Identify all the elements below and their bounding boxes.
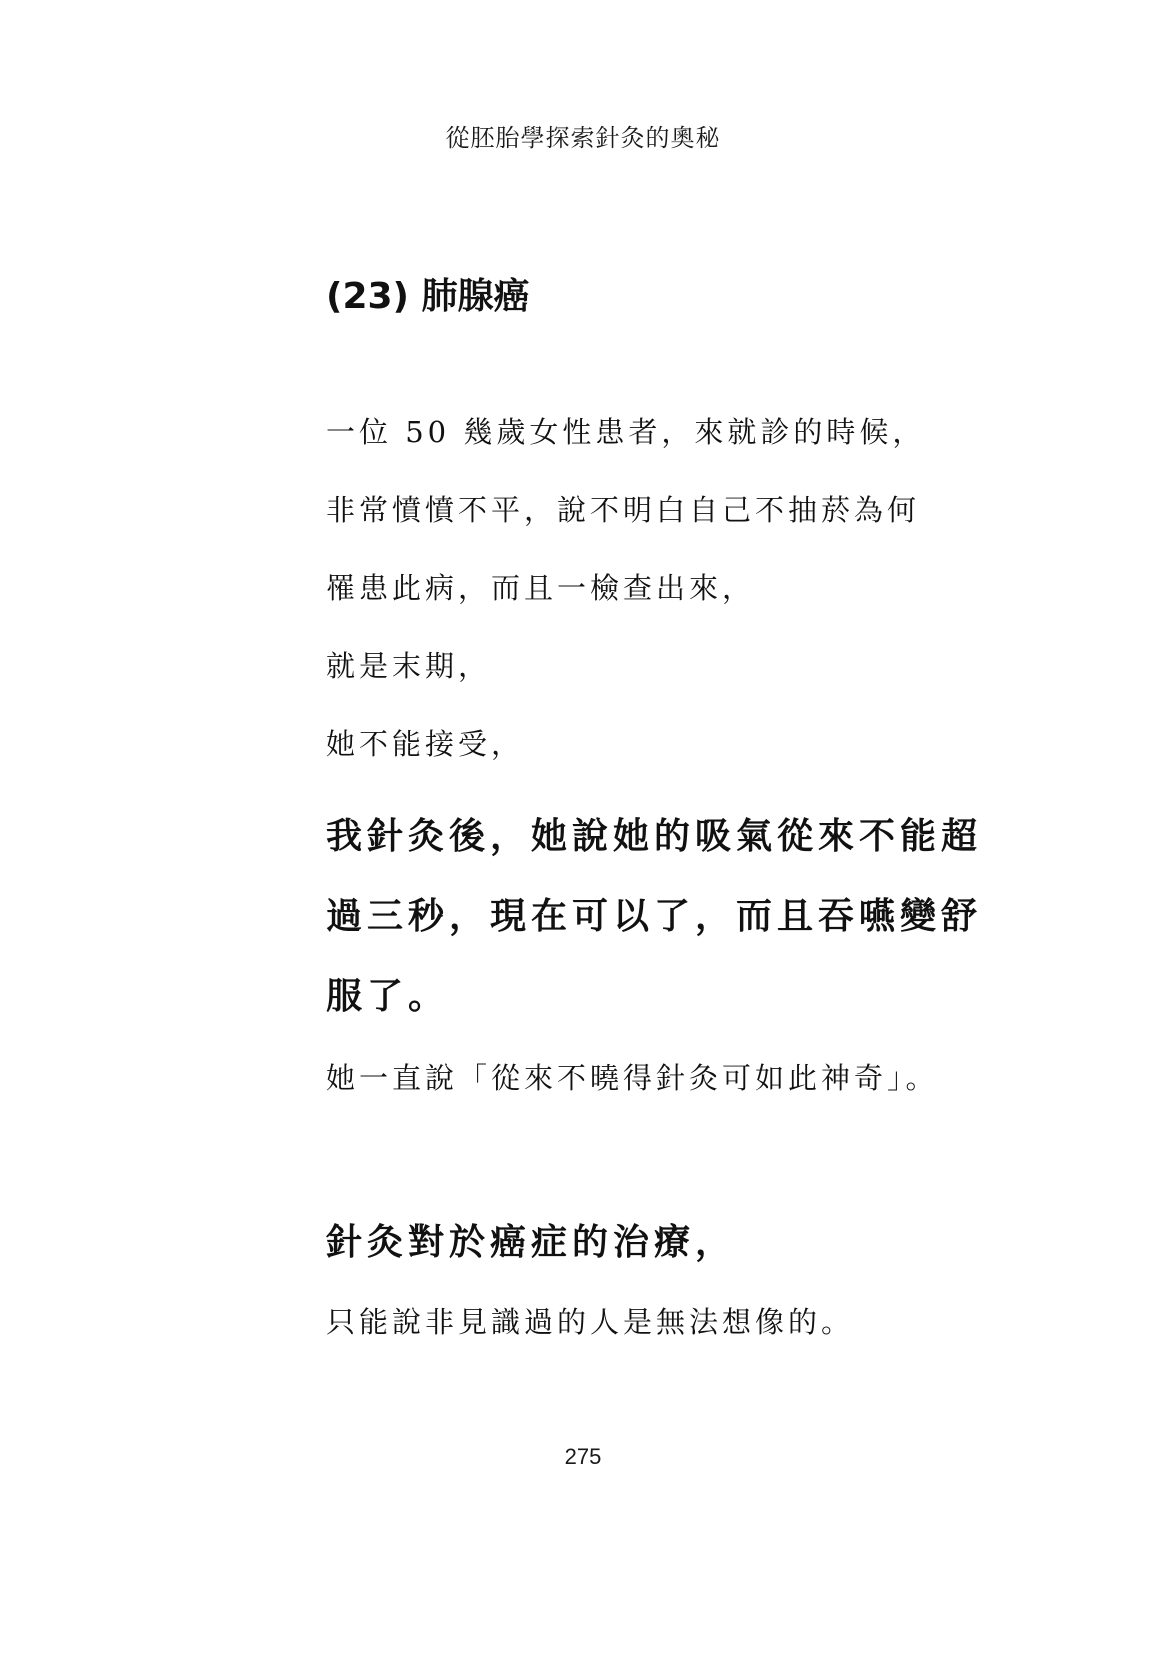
emphasized-line: 我針灸後，她說她的吸氣從來不能超 [326,815,983,857]
body-line: 只能說非見識過的人是無法想像的。 [326,1305,855,1339]
body-line: 她一直說「從來不曉得針灸可如此神奇」。 [326,1061,939,1095]
running-header: 從胚胎學探索針灸的奧秘 [445,124,721,152]
body-line: 罹患此病，而且一檢查出來， [326,571,756,605]
emphasized-line: 過三秒，現在可以了，而且吞嚥變舒 [326,895,983,937]
body-line: 她不能接受， [326,727,525,761]
body-line: 一位 50 幾歲女性患者，來就診的時候， [326,415,926,449]
emphasized-line: 針灸對於癌症的治療， [326,1221,737,1263]
section-title: (23) 肺腺癌 [326,276,530,317]
page-number: 275 [564,1444,602,1469]
emphasized-line: 服了。 [326,975,450,1017]
body-line: 就是末期， [326,649,492,683]
body-line: 非常憤憤不平，說不明白自己不抽菸為何 [326,493,921,527]
